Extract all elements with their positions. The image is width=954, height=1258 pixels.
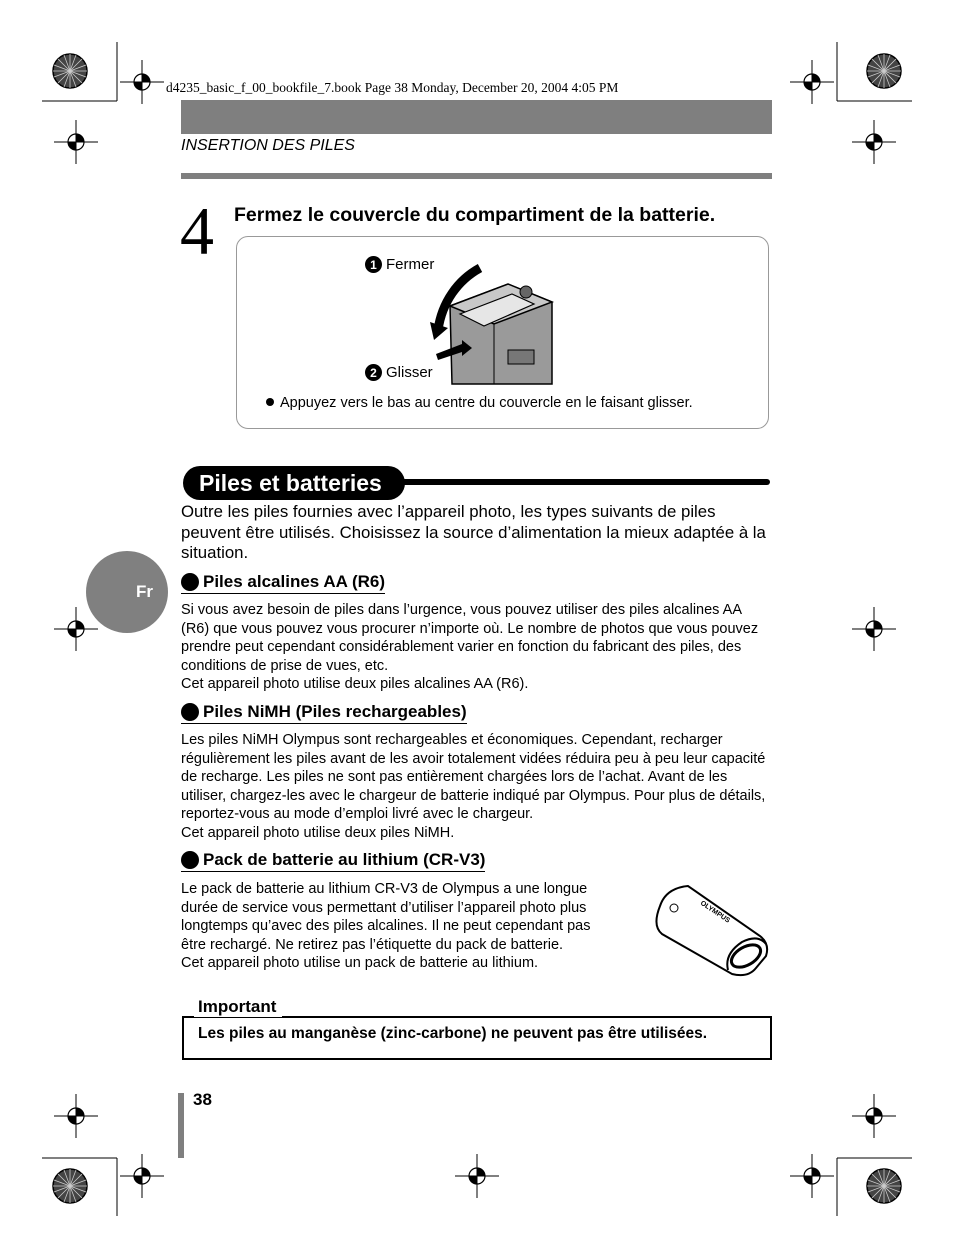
alkaline-note: Cet appareil photo utilise deux piles alcalines AA (R6). <box>181 676 529 693</box>
bullet-icon <box>181 573 199 591</box>
page-number-bar <box>178 1093 184 1158</box>
battery-brand-label: OLYMPUS <box>698 899 731 925</box>
callout-close-label: Fermer <box>386 256 435 273</box>
print-info: d4235_basic_f_00_bookfile_7.book Page 38 Monday, December 20, 2004 4:05 PM <box>166 80 619 95</box>
nimh-heading-text: Piles NiMH (Piles rechargeables) <box>203 702 467 721</box>
section-label: INSERTION DES PILES <box>181 137 355 154</box>
bullet-icon <box>181 851 199 869</box>
number-1-icon: 1 <box>365 256 382 273</box>
important-text: Les piles au manganèse (zinc-carbone) ne peuvent pas être utilisées. <box>198 1025 708 1042</box>
language-tab <box>86 551 168 633</box>
illustration-note-text: Appuyez vers le bas au centre du couvercle en le faisant glisser. <box>280 395 693 411</box>
section-title: Piles et batteries <box>183 466 405 500</box>
lithium-battery-illustration <box>648 882 772 982</box>
camera-battery-cover-illustration <box>428 262 558 386</box>
number-2-icon: 2 <box>365 364 382 381</box>
section-rule <box>395 479 770 485</box>
lithium-heading-text: Pack de batterie au lithium (CR-V3) <box>203 850 486 869</box>
step-title: Fermez le couvercle du compartiment de la batterie. <box>234 204 716 226</box>
illustration-note <box>266 395 693 411</box>
alkaline-paragraph: Si vous avez besoin de piles dans l’urgence, vous pouvez utiliser des piles alcalines AA (R6) que vous pouvez vous procurer n’importe où. Le nombre de photos que vous pouvez prendre peut cependant considérablement varier en fonction du fabricant des piles, des conditions de prise de vues, etc. <box>181 602 759 674</box>
nimh-body <box>181 731 773 843</box>
language-tab-label: Fr <box>136 582 153 601</box>
callout-slide-label: Glisser <box>386 364 433 381</box>
nimh-paragraph: Les piles NiMH Olympus sont rechargeables et économiques. Cependant, recharger régulièrement les piles avant de les avoir totalement vidées réduira peu à peu leur capacité de recharge. Les piles ne sont pas entièrement chargées lors de l’achat. Avant de les utiliser, chargez-les avec le chargeur de batterie indiqué par Olympus. Pour plus de détails, reportez-vous au mode d’emploi livré avec le chargeur. <box>181 732 766 823</box>
lithium-heading <box>181 850 485 872</box>
page-number: 38 <box>193 1090 212 1109</box>
step-number: 4 <box>180 193 214 269</box>
callout-slide <box>365 364 433 381</box>
section-intro: Outre les piles fournies avec l’appareil photo, les types suivants de piles peuvent être utilisés. Choisissez la source d’alimentation la mieux adaptée à la situation. <box>181 502 766 562</box>
lithium-body <box>181 880 611 973</box>
callout-close <box>365 256 434 273</box>
header-bar <box>181 100 772 134</box>
nimh-heading <box>181 702 467 724</box>
bullet-icon <box>181 703 199 721</box>
bullet-icon <box>266 398 274 406</box>
alkaline-heading-text: Piles alcalines AA (R6) <box>203 572 386 591</box>
alkaline-body <box>181 601 773 694</box>
nimh-note: Cet appareil photo utilise deux piles NiMH. <box>181 824 455 841</box>
header-divider <box>181 173 772 179</box>
alkaline-heading <box>181 572 385 594</box>
lithium-note: Cet appareil photo utilise un pack de batterie au lithium. <box>181 955 539 972</box>
lithium-paragraph: Le pack de batterie au lithium CR-V3 de Olympus a une longue durée de service vous permettant d’utiliser l’appareil photo plus longtemps qu’avec des piles alcalines. Il ne peut cependant pas être rechargé. Ne retirez pas l’étiquette du pack de batterie. <box>181 881 591 953</box>
important-label: Important <box>194 997 282 1017</box>
